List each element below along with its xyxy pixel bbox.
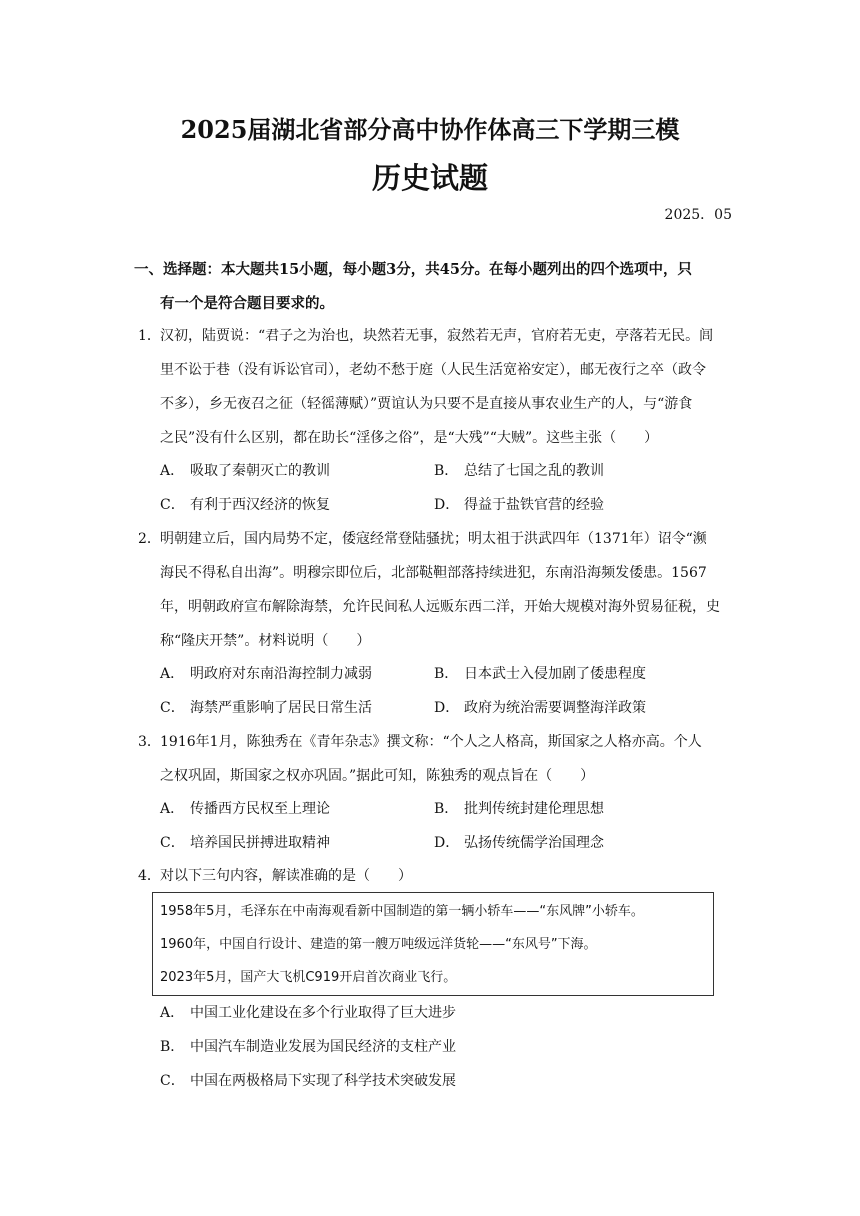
option-label: D． xyxy=(434,497,460,513)
question-3-option-c[interactable] xyxy=(160,833,330,853)
option-text: 有利于西汉经济的恢复 xyxy=(190,497,330,513)
option-text: 日本武士入侵加剧了倭患程度 xyxy=(464,666,646,682)
section-heading-line2: 有一个是符合题目要求的。 xyxy=(160,295,334,312)
exam-title-line1: 2025届湖北省部分高中协作体高三下学期三模 xyxy=(180,115,680,144)
material-line: 2023年5月，国产大飞机C919开启首次商业飞行。 xyxy=(160,970,457,985)
question-2-option-a[interactable] xyxy=(160,664,372,684)
question-2-number: 2． xyxy=(138,531,161,547)
option-label: B． xyxy=(160,1039,185,1055)
option-text: 政府为统治需要调整海洋政策 xyxy=(464,700,646,716)
option-label: B． xyxy=(434,463,459,479)
option-text: 明政府对东南沿海控制力减弱 xyxy=(190,666,372,682)
option-label: B． xyxy=(434,801,459,817)
question-2-option-d[interactable] xyxy=(434,698,646,718)
option-label: D． xyxy=(434,700,460,716)
option-label: D． xyxy=(434,835,460,851)
question-1-option-c[interactable] xyxy=(160,495,330,515)
question-1-option-a[interactable] xyxy=(160,461,330,481)
question-4-number: 4． xyxy=(138,868,161,884)
option-label: C． xyxy=(160,835,185,851)
question-2-option-c[interactable] xyxy=(160,698,372,718)
question-4-option-a[interactable] xyxy=(160,1003,456,1023)
option-label: A． xyxy=(160,1005,185,1021)
question-2-stem-line: 明朝建立后，国内局势不定，倭寇经常登陆骚扰；明太祖于洪武四年（1371年）诏令“濒 xyxy=(160,531,707,547)
option-text: 中国汽车制造业发展为国民经济的支柱产业 xyxy=(190,1039,456,1055)
option-text: 得益于盐铁官营的经验 xyxy=(464,497,604,513)
option-label: A． xyxy=(160,463,185,479)
option-label: A． xyxy=(160,666,185,682)
option-label: C． xyxy=(160,497,185,513)
question-2-option-b[interactable] xyxy=(434,664,646,684)
question-1-option-d[interactable] xyxy=(434,495,604,515)
question-1-stem-line: 不多），乡无夜召之征（轻徭薄赋）”贾谊认为只要不是直接从事农业生产的人，与“游食 xyxy=(160,396,693,412)
option-text: 批判传统封建伦理思想 xyxy=(464,801,604,817)
question-1-stem-line: 里不讼于巷（没有诉讼官司），老幼不愁于庭（人民生活宽裕安定），邮无夜行之卒（政令 xyxy=(160,362,706,378)
question-3-option-b[interactable] xyxy=(434,799,604,819)
option-label: A． xyxy=(160,801,185,817)
section-heading-line1: 一、选择题：本大题共15小题，每小题3分，共45分。在每小题列出的四个选项中，只 xyxy=(134,261,692,278)
question-1-stem-line: 汉初，陆贾说：“君子之为治也，块然若无事，寂然若无声，官府若无吏，亭落若无民。闾 xyxy=(160,328,714,344)
option-text: 总结了七国之乱的教训 xyxy=(464,463,604,479)
question-4-stem: 对以下三句内容，解读准确的是（ ） xyxy=(160,868,412,884)
option-text: 中国在两极格局下实现了科学技术突破发展 xyxy=(190,1073,456,1089)
question-1-number: 1． xyxy=(138,328,161,344)
exam-date: 2025．05 xyxy=(664,207,732,223)
option-text: 培养国民拼搏进取精神 xyxy=(190,835,330,851)
question-2-stem-line: 海民不得私自出海”。明穆宗即位后，北部鞑靼部落持续进犯，东南沿海频发倭患。1567 xyxy=(160,565,707,581)
option-label: B． xyxy=(434,666,459,682)
question-4-option-c[interactable] xyxy=(160,1071,456,1091)
question-3-number: 3． xyxy=(138,734,161,750)
question-3-option-d[interactable] xyxy=(434,833,604,853)
question-3-stem-line: 1916年1月，陈独秀在《青年杂志》撰文称：“个人之人格高，斯国家之人格亦高。个人 xyxy=(160,734,702,750)
question-4-option-b[interactable] xyxy=(160,1037,456,1057)
question-2-stem-line: 称“隆庆开禁”。材料说明（ ） xyxy=(160,633,371,649)
option-text: 吸取了秦朝灭亡的教训 xyxy=(190,463,330,479)
question-1-stem-line: 之民”没有什么区别，都在助长“淫侈之俗”，是“大残”“大贼”。这些主张（ ） xyxy=(160,430,659,446)
exam-title-subject: 历史试题 xyxy=(371,161,488,195)
option-label: C． xyxy=(160,700,185,716)
option-label: C． xyxy=(160,1073,185,1089)
material-line: 1958年5月，毛泽东在中南海观看新中国制造的第一辆小轿车——“东风牌”小轿车。 xyxy=(160,904,644,919)
option-text: 传播西方民权至上理论 xyxy=(190,801,330,817)
question-1-option-b[interactable] xyxy=(434,461,604,481)
question-2-stem-line: 年，明朝政府宣布解除海禁，允许民间私人远贩东西二洋，开始大规模对海外贸易征税，史 xyxy=(160,599,720,615)
option-text: 海禁严重影响了居民日常生活 xyxy=(190,700,372,716)
question-3-stem-line: 之权巩固，斯国家之权亦巩固。”据此可知，陈独秀的观点旨在（ ） xyxy=(160,768,595,784)
option-text: 中国工业化建设在多个行业取得了巨大进步 xyxy=(190,1005,456,1021)
question-3-option-a[interactable] xyxy=(160,799,330,819)
option-text: 弘扬传统儒学治国理念 xyxy=(464,835,604,851)
material-line: 1960年，中国自行设计、建造的第一艘万吨级远洋货轮——“东风号”下海。 xyxy=(160,937,597,952)
